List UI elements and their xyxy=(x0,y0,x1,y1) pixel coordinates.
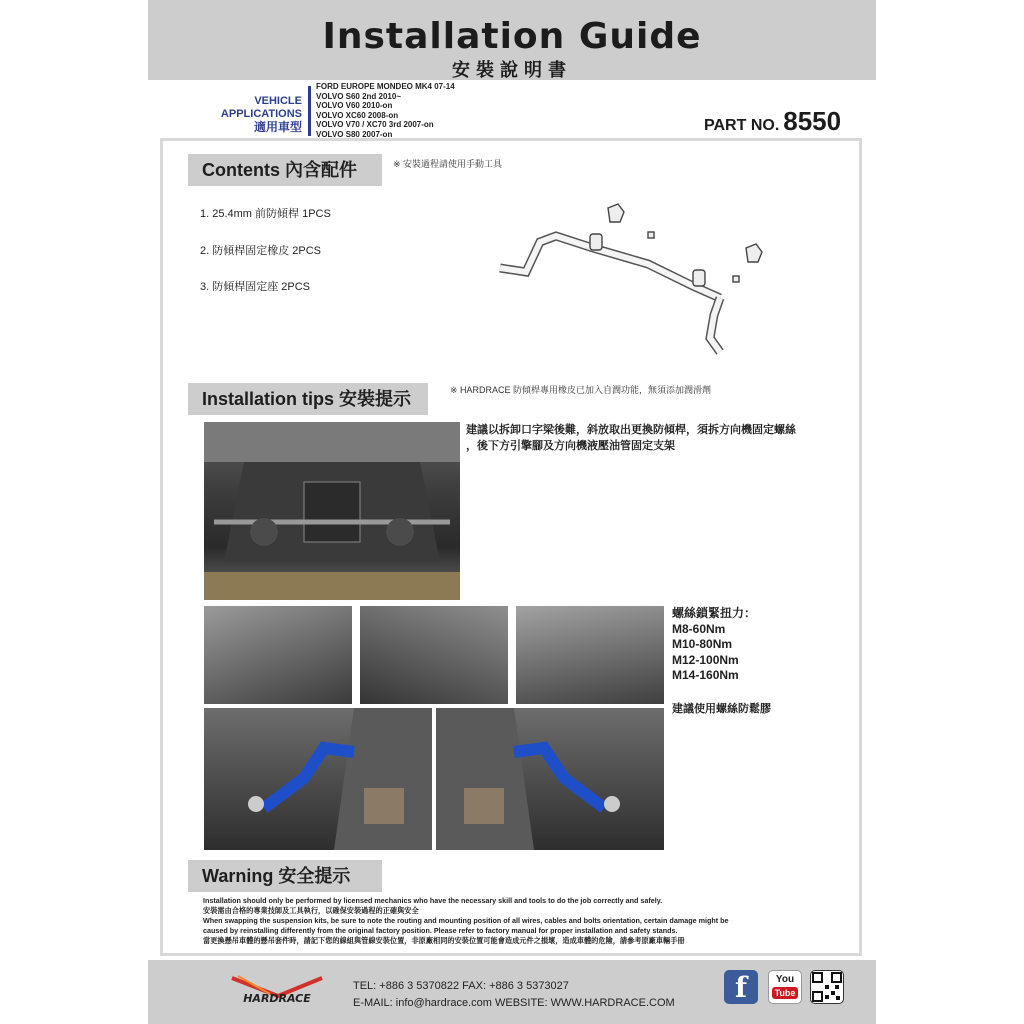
torque-value: M12-100Nm xyxy=(672,652,739,667)
warning-line: When swapping the suspension kits, be sure to note the routing and mounting position of all wires, cables and bolts orientation, certain damage might be xyxy=(203,916,729,925)
contents-item: 3. 防傾桿固定座 2PCS xyxy=(200,281,311,293)
tips-paragraph xyxy=(466,422,846,454)
warning-text xyxy=(203,896,833,946)
torque-value: M14-160Nm xyxy=(672,668,739,682)
thread-locker-note: 建議使用螺絲防鬆膠 xyxy=(672,703,771,715)
vehicle-model: VOLVO V60 2010-on xyxy=(316,101,393,111)
youtube-icon-bottom: Tube xyxy=(772,987,798,999)
youtube-icon[interactable] xyxy=(768,970,802,1004)
underbody-photo xyxy=(204,422,460,600)
vehicle-models-list xyxy=(316,82,455,140)
page-title: Installation Guide xyxy=(322,16,702,57)
vehicle-divider xyxy=(308,86,311,136)
warning-heading: Warning 安全提示 xyxy=(188,860,382,892)
facebook-icon[interactable]: f xyxy=(724,970,758,1004)
vehicle-model: VOLVO V70 / XC70 3rd 2007-on xyxy=(316,120,434,130)
vehicle-applications-label xyxy=(178,95,302,134)
hardrace-logo xyxy=(218,974,336,1006)
sway-bar-illustration xyxy=(488,190,788,370)
contents-item: 2. 防傾桿固定橡皮 2PCS xyxy=(200,245,322,257)
part-number-label: PART NO. xyxy=(704,117,780,134)
vehicle-model: VOLVO XC60 2008-on xyxy=(316,110,399,120)
installation-sheet xyxy=(148,0,876,1024)
mount-photo-1 xyxy=(204,606,352,704)
warning-line: Installation should only be performed by licensed mechanics who have the necessary skill and tools to do the job correctly and safely. xyxy=(203,896,663,905)
warning-line: 當更換懸吊車體的懸吊套件時，請記下您的線組與管線安裝位置，非原廠相同的安裝位置可能會造成元件之損壞，造成車體的危險，請參考原廠車輛手冊 xyxy=(203,936,685,945)
installed-bar-photo-left xyxy=(204,708,432,850)
torque-value: M10-80Nm xyxy=(672,637,733,651)
warning-line: 安裝需由合格的專業技師及工具執行，以確保安裝過程的正確與安全 xyxy=(203,906,419,915)
tips-paragraph-line: ，後下方引擎腳及方向機液壓油管固定支架 xyxy=(466,440,675,452)
torque-title: 螺絲鎖緊扭力： xyxy=(672,606,757,620)
torque-value: M8-60Nm xyxy=(672,621,726,636)
tips-note: ※ HARDRACE 防傾桿專用橡皮已加入自潤功能，無須添加潤滑劑 xyxy=(450,385,712,395)
contents-note: ※ 安裝過程請使用手動工具 xyxy=(393,159,503,169)
mount-photo-2 xyxy=(360,606,508,704)
warning-line: caused by reinstalling differently from the original factory position. Please refer to factory manual for proper installation and safety stands. xyxy=(203,926,678,935)
contact-email-website: E-MAIL: info@hardrace.com WEBSITE: WWW.HARDRACE.COM xyxy=(353,997,675,1009)
contact-info xyxy=(353,978,675,1012)
part-number-value: 8550 xyxy=(783,106,842,136)
vehicle-model: VOLVO S60 2nd 2010~ xyxy=(316,91,402,101)
contents-item: 1. 25.4mm 前防傾桿 1PCS xyxy=(200,208,331,220)
contents-heading: Contents 內含配件 xyxy=(188,154,382,186)
vehicle-model: VOLVO S80 2007-on xyxy=(316,129,393,139)
tips-heading: Installation tips 安裝提示 xyxy=(188,383,428,415)
vehicle-applications-label-cn: 適用車型 xyxy=(253,120,302,134)
qr-code-icon xyxy=(810,970,844,1004)
hardrace-logo-text: HARDRACE xyxy=(243,992,311,1005)
contact-phone-fax: TEL: +886 3 5370822 FAX: +886 3 5373027 xyxy=(353,980,569,992)
youtube-icon-top: You xyxy=(775,974,795,985)
vehicle-model: FORD EUROPE MONDEO MK4 07-14 xyxy=(316,82,455,91)
tips-paragraph-line: 建議以拆卸口字梁後難，斜放取出更換防傾桿，須拆方向機固定螺絲 xyxy=(466,424,796,436)
installed-bar-photo-right xyxy=(436,708,664,850)
vehicle-applications-label-en: VEHICLE APPLICATIONS xyxy=(220,95,302,120)
torque-specs xyxy=(672,606,756,684)
page-subtitle: 安裝說明書 xyxy=(452,60,572,81)
part-number xyxy=(704,106,841,137)
mount-photo-3 xyxy=(516,606,664,704)
header-band xyxy=(148,0,876,80)
